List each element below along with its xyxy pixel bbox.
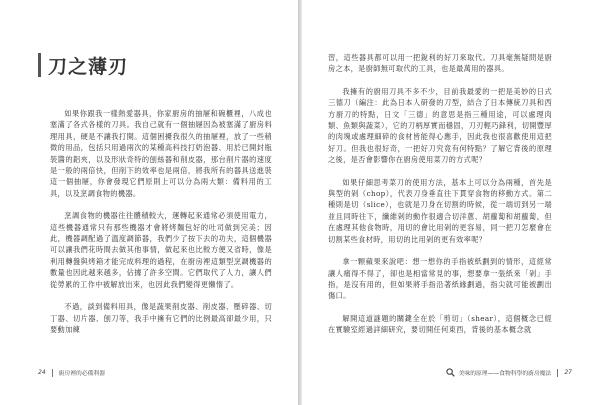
footer-divider — [557, 369, 558, 377]
left-page — [0, 0, 298, 405]
left-body-text — [50, 108, 272, 346]
footer-divider — [52, 369, 53, 377]
paragraph: 習，這些器具都可以用一把銳利的好刀來取代。刀具毫無疑問是廚房之本，是廚師無可取代的工具，也是最萬用的器具。 — [328, 53, 552, 74]
paragraph: 如果仔細思考菜刀的使用方法，基本上可以分為兩種，首先是與型的剁（chop），代表刀身垂直往下貫穿食物的移動方式。第二種則是切（slice），也就是刀身在切割的時候，從一端切到另一端並且同時往下，纖維剁的動作很適合切洋蔥、胡蘿蔔和胡蘿蔔，但在處理其他食物時，用切的會比用剁的更容易，同一把刀怎麼會在切割某些食材時，用切的比用剁的更有效率呢？ — [328, 177, 552, 244]
chapter-accent-bar — [38, 53, 41, 77]
paragraph: 烹調食物的機器往往體積較大，運轉起來通常必須使用電力，這些機器通常只有那些機器才會將烤麵包好的吐司做到完美；因此，機器調配過了溫度調節器，我們少了按下去的功夫，這個機器可以讓我們花時間去做其他事情，做起來也比較方便又省時，像是利用轉盤與烤箱才能完成料理的過程，在廚房裡這類型烹調機器的數量也因此越來越多，佔據了許多空間。它們取代了人力，讓人們從勞累的工作中被解放出來，也因此我們變得更懶惰了。 — [50, 211, 272, 289]
page-number: 27 — [564, 369, 572, 376]
right-page — [302, 0, 600, 405]
paragraph: 不過，談到備料用具，像是蔬果削皮器、削皮器、壓碎器、切丁器、切片器、刨刀等，我手中擁有它們的比例最高卻最少用，只要動加練 — [50, 302, 272, 334]
paragraph: 拿一顆蘋果來說吧：想一想你的手指被紙劃到的情形，這經常讓人痛得不得了，卻也是相當常見的事，想要拿一張紙來「剁」手指，是沒有用的，但如果將手指沿著紙緣劃過，指尖就可能被劃出傷口。 — [328, 257, 552, 301]
magnifier-icon — [446, 368, 455, 377]
paragraph: 解開這道謎題的關鍵全在於「剪切」（shear），這個概念已經在實驗室經過詳細研究，要切開任何東西，背後的基本概念就 — [328, 313, 552, 335]
running-head: 美味的原理——食物科學的廚房魔法 — [458, 371, 552, 377]
chapter-heading — [38, 48, 128, 82]
paragraph: 如果你跟我一樣熱愛器具，你家廚房的抽屜和碗櫃裡，八成也塞滿了各式各樣的刀具。我自己就有一個抽屜因為被塞滿了廚房料理用具，硬是不讓我打開。這個困擾我很久的抽屜裡，放了一些稍微的用品，包括只用過兩次的某種高科技打奶泡器、用於已開封瓶裝醬的鋁夾，以及形狀奇特的刨絲器和削皮器，那台削片器的速度是一般的兩倍快，但削下的效率也是兩倍，將我所有的器具送進裝這一個抽屜，你會發現它們原則上可以分為兩大類：備料用的工具，以及烹調食物的機器。 — [50, 109, 272, 198]
running-head: 廚房裡的必備利器 — [58, 371, 106, 377]
right-body-text — [328, 52, 552, 347]
left-footer — [38, 368, 105, 377]
right-footer — [446, 368, 572, 377]
paragraph: 我擁有的廚用刀具不多不少，目前我最愛的一把是美妙的日式三德刀（編注：此為日本人研發的刀型，結合了日本傳統刀具和西方廚刀的特點，日文「三德」的意思是指三種用途，可以處理肉類、魚類與蔬菜），它的刀柄厚實而穩固，刀刃輕巧鋒利，切開豐厚的肉塊或處理細碎的食材皆能得心應手，因此我也很喜歡使用這把好刀。但我也很好奇，一把好刀究竟有何特點？了解它背後的原理之後，是否會影響你在廚房使用菜刀的方式呢？ — [328, 86, 552, 165]
page-number: 24 — [38, 369, 46, 376]
chapter-title: 刀之薄刃 — [48, 55, 129, 78]
